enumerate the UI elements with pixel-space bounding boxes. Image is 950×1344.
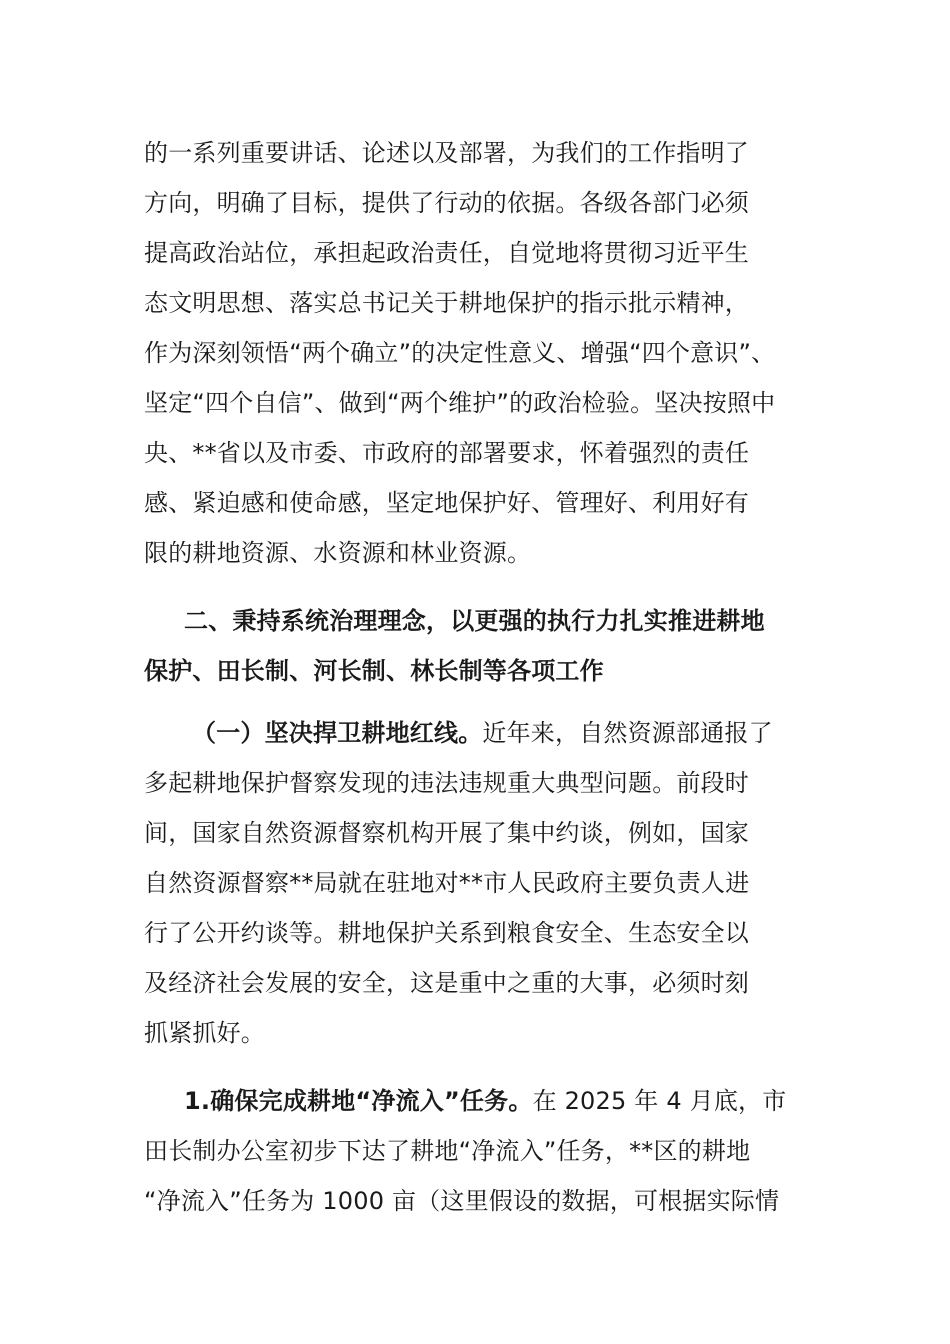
paragraph-gap [144, 578, 808, 596]
text-line: 自然资源督察**局就在驻地对**市人民政府主要负责人进 [144, 869, 750, 897]
text-line: 央、**省以及市委、市政府的部署要求，怀着强烈的责任 [144, 439, 750, 467]
text-line: 态文明思想、落实总书记关于耕地保护的指示批示精神， [144, 289, 749, 317]
text-line: “净流入”任务为 1000 亩（这里假设的数据，可根据实际情 [144, 1187, 780, 1215]
subheading-lead: （一）坚决捍卫耕地红线。 [192, 719, 483, 747]
paragraph-gap [144, 1058, 808, 1076]
text-line: 方向，明确了目标，提供了行动的依据。各级各部门必须 [144, 189, 749, 217]
heading-line: 二、秉持系统治理理念，以更强的执行力扎实推进耕地 [184, 607, 765, 635]
text-line: 感、紧迫感和使命感，坚定地保护好、管理好、利用好有 [144, 489, 749, 517]
section-heading [144, 596, 808, 696]
text-line: 间，国家自然资源督察机构开展了集中约谈，例如，国家 [144, 819, 749, 847]
text-run: 在 2025 年 4 月底，市 [532, 1087, 787, 1115]
text-line: 作为深刻领悟“两个确立”的决定性意义、增强“四个意识”、 [144, 339, 776, 367]
paragraph-intro [144, 128, 808, 578]
text-line: 多起耕地保护督察发现的违法违规重大典型问题。前段时 [144, 769, 749, 797]
text-line: 提高政治站位，承担起政治责任，自觉地将贯彻习近平生 [144, 239, 749, 267]
text-line: 限的耕地资源、水资源和林业资源。 [144, 539, 532, 567]
paragraph-gap [144, 696, 808, 708]
text-run: 近年来，自然资源部通报了 [482, 719, 773, 747]
text-line: 抓紧抓好。 [144, 1019, 265, 1047]
text-line: 及经济社会发展的安全，这是重中之重的大事，必须时刻 [144, 969, 749, 997]
text-line: 坚定“四个自信”、做到“两个维护”的政治检验。坚决按照中 [144, 389, 776, 417]
text-line: 行了公开约谈等。耕地保护关系到粮食安全、生态安全以 [144, 919, 749, 947]
heading-line: 保护、田长制、河长制、林长制等各项工作 [144, 657, 604, 685]
text-line: 田长制办公室初步下达了耕地“净流入”任务，**区的耕地 [144, 1137, 751, 1165]
document-body [144, 128, 808, 1226]
item-lead: 1.确保完成耕地“净流入”任务。 [184, 1087, 533, 1115]
paragraph-red-line [144, 708, 808, 1058]
text-line [144, 1076, 808, 1126]
text-line: 的一系列重要讲话、论述以及部署，为我们的工作指明了 [144, 139, 749, 167]
text-line [144, 708, 808, 758]
paragraph-net-inflow [144, 1076, 808, 1226]
